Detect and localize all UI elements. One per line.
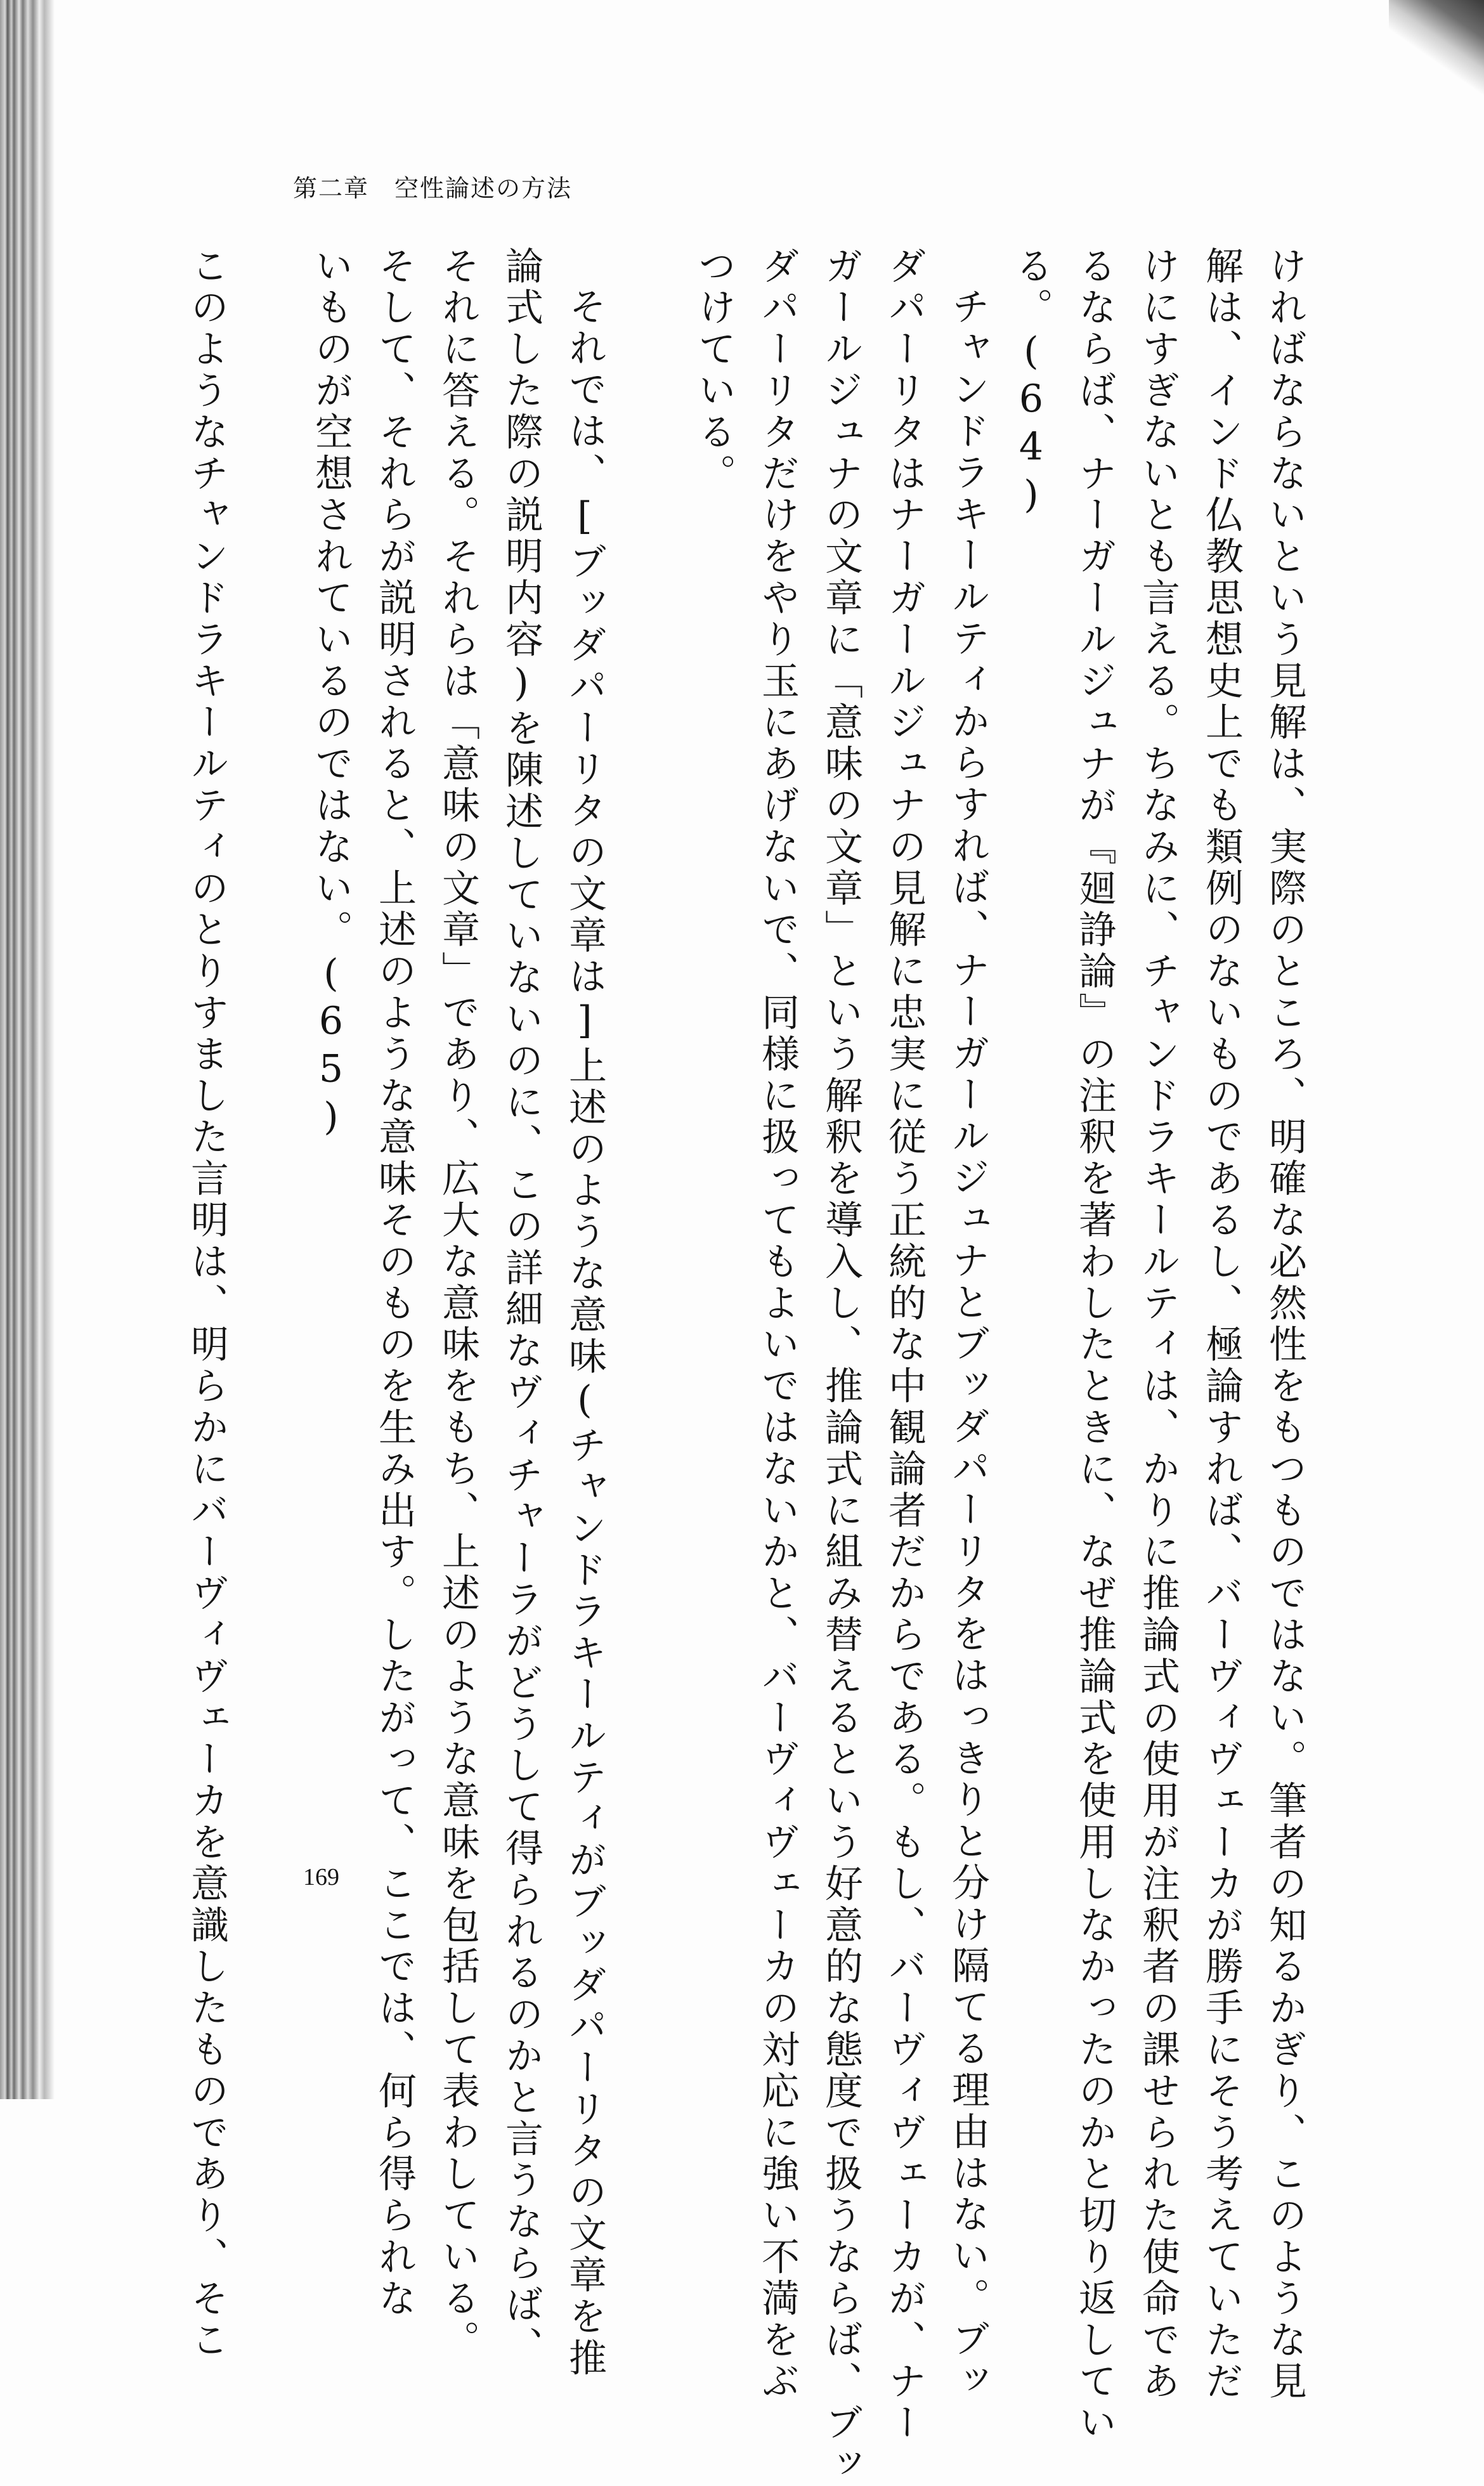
quote-line-3: それに答える。それらは「意味の文章」であり、広大な意味をもち、上述のような意味を包括して表わしている。 — [436, 246, 480, 2362]
quote-line-5: いものが空想されているのではない。(65) — [309, 246, 353, 1143]
text-line-3: けにすぎないとも言える。ちなみに、チャンドラキールティは、かりに推論式の使用が注釈者の課せられた使命であ — [1136, 246, 1180, 2403]
quote-line-4: そして、それらが説明されると、上述のような意味そのものを生み出す。したがって、ここでは、何ら得られな — [372, 246, 417, 2320]
page-number: 169 — [303, 1864, 339, 1891]
text-line-final: このようなチャンドラキールティのとりすました言明は、明らかにバーヴィヴェーカを意識したものであり、そこ — [185, 246, 229, 2362]
text-line-4: るならば、ナーガールジュナが『廻諍論』の注釈を著わしたときに、なぜ推論式を使用しなかったのかと切り返してい — [1072, 246, 1117, 2445]
quote-line-1: それでは、[ブッダパーリタの文章は]上述のような意味(チャンドラキールティがブッダパーリタの文章を推 — [563, 287, 607, 2379]
page-binding-edge — [0, 0, 55, 2099]
text-line-9: ダパーリタだけをやり玉にあげないで、同様に扱ってもよいではないかと、バーヴィヴェーカの対応に強い不満をぶ — [755, 246, 800, 2403]
scan-corner-shadow — [1389, 0, 1484, 108]
text-line-10: つけている。 — [692, 246, 736, 495]
text-line-2: 解は、インド仏教思想史上でも類例のないものであるし、極論すれば、バーヴィヴェーカが勝手にそう考えていただ — [1199, 246, 1244, 2403]
text-line-1: ければならないという見解は、実際のところ、明確な必然性をもつものではない。筆者の知るかぎり、このような見 — [1263, 246, 1307, 2403]
text-line-7: ダパーリタはナーガールジュナの見解に忠実に従う正統的な中観論者だからである。もし、バーヴィヴェーカが、ナー — [882, 246, 927, 2445]
text-line-8: ガールジュナの文章に「意味の文章」という解釈を導入し、推論式に組み替えるという好意的な態度で扱うならば、ブッ — [819, 246, 863, 2486]
text-line-6: チャンドラキールティからすれば、ナーガールジュナとブッダパーリタをはっきりと分け隔てる理由はない。ブッ — [946, 287, 990, 2402]
text-line-5: る。(64) — [1009, 246, 1053, 521]
quote-line-2: 論式した際の説明内容)を陳述していないのに、この詳細なヴィチャーラがどうして得られるのかと言うならば、 — [499, 246, 543, 2368]
running-head: 第二章 空性論述の方法 — [293, 174, 573, 202]
